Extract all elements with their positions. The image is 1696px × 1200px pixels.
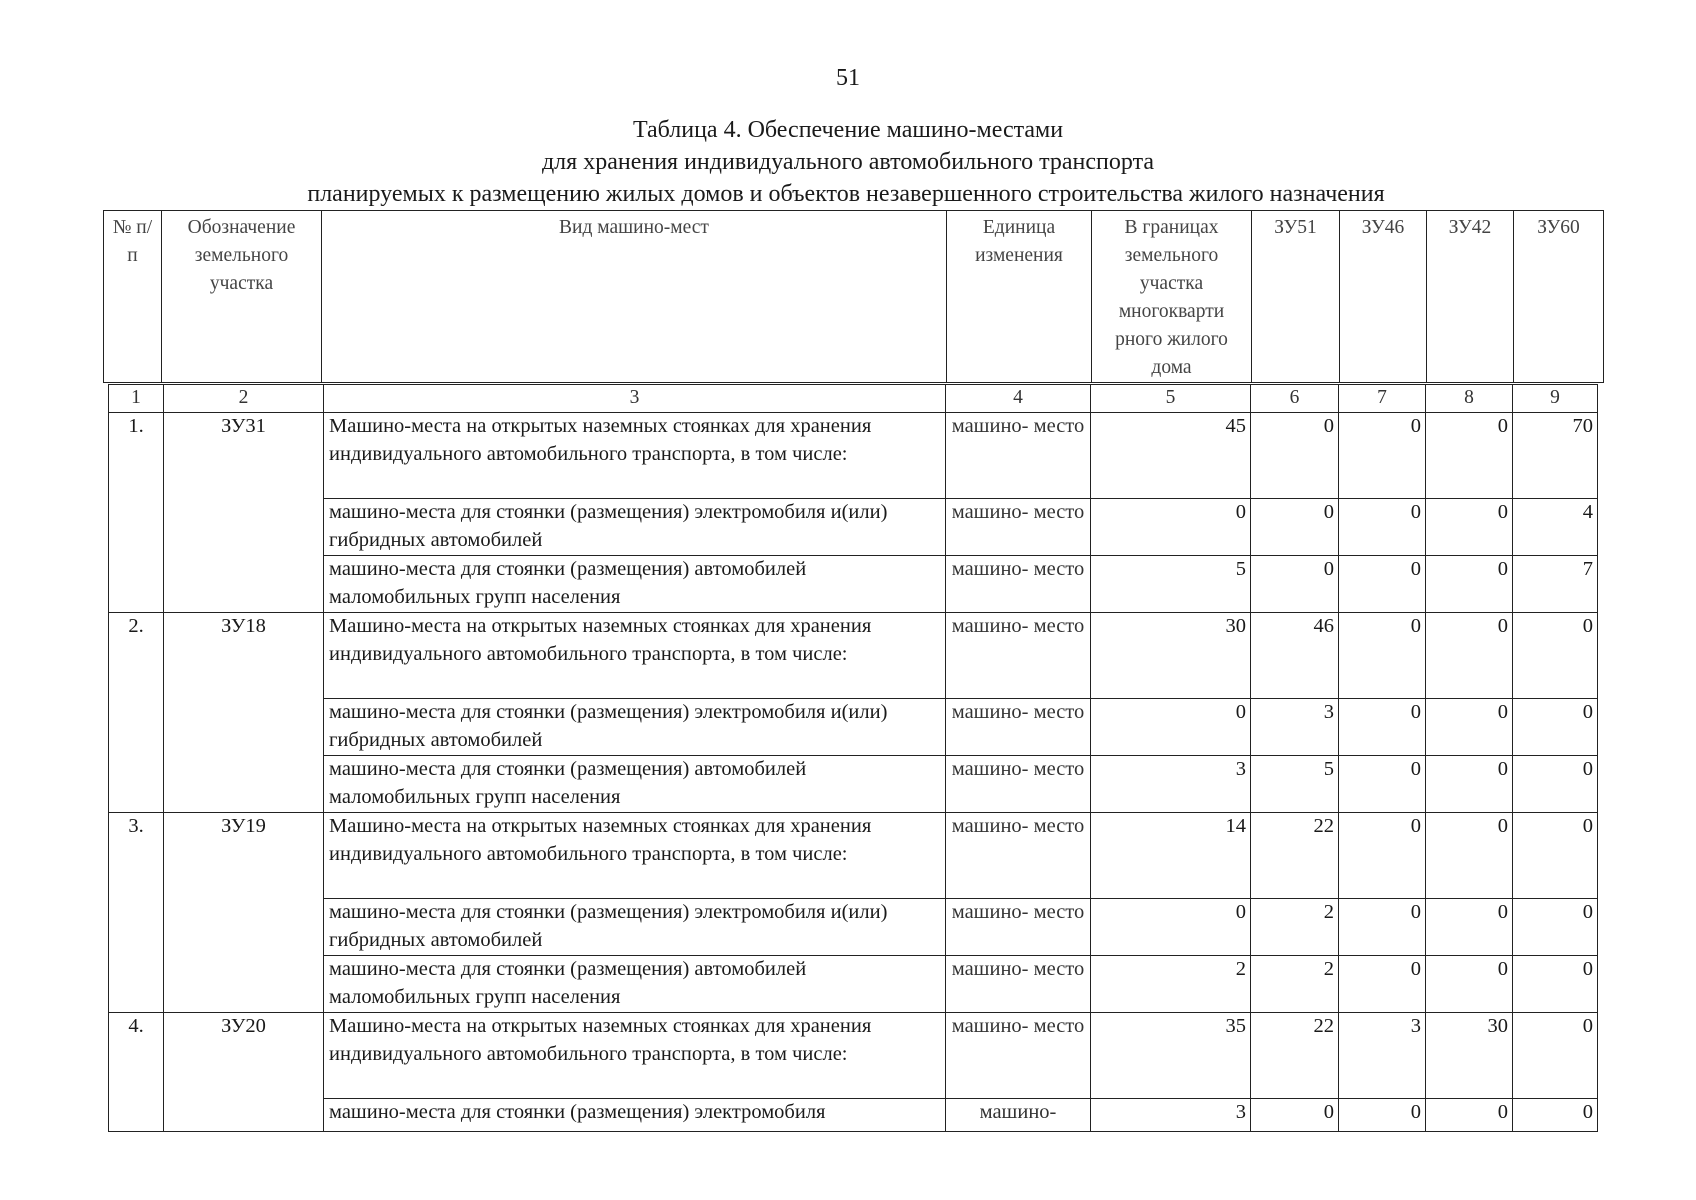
value-cell: 0 [1426,499,1513,556]
table-header [103,210,1604,383]
value-cell: 0 [1251,413,1339,499]
table-row [109,413,1598,499]
value-cell: 0 [1426,613,1513,699]
row-number: 4. [109,1013,164,1132]
header-cell-unit: Единица изменения [947,211,1092,383]
value-cell: 22 [1251,1013,1339,1099]
page-number: 51 [836,65,860,91]
table-row [109,556,1598,613]
header-cell-zu46: ЗУ46 [1340,211,1427,383]
table-row [109,956,1598,1013]
parking-type: машино-места для стоянки (размещения) электромобиля и(или) гибридных автомобилей [324,699,946,756]
value-cell: 70 [1513,413,1598,499]
value-cell: 0 [1339,556,1426,613]
column-number: 5 [1091,385,1251,413]
value-cell: 0 [1426,1099,1513,1132]
column-number: 9 [1513,385,1598,413]
value-cell: 0 [1339,499,1426,556]
value-cell: 22 [1251,813,1339,899]
header-cell-zu60: ЗУ60 [1514,211,1604,383]
parking-type: Машино-места на открытых наземных стоянках для хранения индивидуального автомобильного транспорта, в том числе: [324,613,946,699]
table-row [109,699,1598,756]
value-cell: 0 [1513,1099,1598,1132]
value-cell: 0 [1091,699,1251,756]
value-cell: 0 [1339,813,1426,899]
parking-type: машино-места для стоянки (размещения) автомобилей маломобильных групп населения [324,756,946,813]
value-cell: 0 [1426,899,1513,956]
table-row [109,899,1598,956]
value-cell: 5 [1091,556,1251,613]
value-cell: 0 [1426,756,1513,813]
table-title-line-2: для хранения индивидуального автомобильного транспорта [541,149,1155,175]
unit: машино- место [946,813,1091,899]
table-title-line-3: планируемых к размещению жилых домов и объектов незавершенного строительства жилого назначения [307,181,1385,207]
parking-type: машино-места для стоянки (размещения) электромобиля и(или) гибридных автомобилей [324,899,946,956]
header-cell-type: Вид машино-мест [322,211,947,383]
row-number: 1. [109,413,164,613]
value-cell: 0 [1513,956,1598,1013]
value-cell: 0 [1091,499,1251,556]
column-number: 6 [1251,385,1339,413]
value-cell: 4 [1513,499,1598,556]
unit: машино- место [946,1013,1091,1099]
row-number: 3. [109,813,164,1013]
unit: машино- место [946,556,1091,613]
plot-designation: ЗУ20 [164,1013,324,1132]
value-cell: 0 [1339,613,1426,699]
unit: машино- место [946,499,1091,556]
value-cell: 0 [1426,413,1513,499]
plot-designation: ЗУ18 [164,613,324,813]
parking-type: машино-места для стоянки (размещения) электромобиля [324,1099,946,1132]
unit: машино- место [946,956,1091,1013]
value-cell: 2 [1251,956,1339,1013]
value-cell: 0 [1091,899,1251,956]
plot-designation: ЗУ19 [164,813,324,1013]
table-row [109,1099,1598,1132]
value-cell: 0 [1339,413,1426,499]
value-cell: 0 [1513,756,1598,813]
value-cell: 0 [1513,899,1598,956]
column-number: 7 [1339,385,1426,413]
value-cell: 0 [1251,556,1339,613]
table-title-line-1: Таблица 4. Обеспечение машино-местами [632,117,1064,143]
column-number: 3 [324,385,946,413]
header-cell-plot: Обозначение земельного участка [162,211,322,383]
unit: машино- место [946,699,1091,756]
value-cell: 3 [1339,1013,1426,1099]
value-cell: 0 [1513,1013,1598,1099]
unit: машино- [946,1099,1091,1132]
value-cell: 0 [1513,699,1598,756]
column-number: 4 [946,385,1091,413]
table-row [109,813,1598,899]
value-cell: 30 [1426,1013,1513,1099]
column-number: 8 [1426,385,1513,413]
value-cell: 45 [1091,413,1251,499]
parking-type: машино-места для стоянки (размещения) автомобилей маломобильных групп населения [324,556,946,613]
value-cell: 46 [1251,613,1339,699]
value-cell: 0 [1513,813,1598,899]
header-cell-zu51: ЗУ51 [1252,211,1340,383]
value-cell: 0 [1426,813,1513,899]
unit: машино- место [946,613,1091,699]
value-cell: 0 [1251,499,1339,556]
value-cell: 5 [1251,756,1339,813]
data-table [108,384,1598,1132]
parking-type: машино-места для стоянки (размещения) автомобилей маломобильных групп населения [324,956,946,1013]
value-cell: 0 [1251,1099,1339,1132]
table-row [109,499,1598,556]
parking-type: машино-места для стоянки (размещения) электромобиля и(или) гибридных автомобилей [324,499,946,556]
value-cell: 0 [1513,613,1598,699]
unit: машино- место [946,756,1091,813]
value-cell: 0 [1339,899,1426,956]
column-number-row [109,385,1598,413]
value-cell: 3 [1091,756,1251,813]
value-cell: 0 [1339,956,1426,1013]
table-row [109,613,1598,699]
plot-designation: ЗУ31 [164,413,324,613]
value-cell: 7 [1513,556,1598,613]
unit: машино- место [946,413,1091,499]
unit: машино- место [946,899,1091,956]
value-cell: 0 [1426,699,1513,756]
column-number: 1 [109,385,164,413]
column-number: 2 [164,385,324,413]
header-cell-within-plot: В границах земельного участка многокварти рного жилого дома [1092,211,1252,383]
value-cell: 2 [1251,899,1339,956]
value-cell: 0 [1426,556,1513,613]
value-cell: 14 [1091,813,1251,899]
value-cell: 2 [1091,956,1251,1013]
table-row [109,1013,1598,1099]
value-cell: 0 [1339,1099,1426,1132]
value-cell: 0 [1339,756,1426,813]
value-cell: 30 [1091,613,1251,699]
value-cell: 35 [1091,1013,1251,1099]
value-cell: 3 [1251,699,1339,756]
parking-type: Машино-места на открытых наземных стоянках для хранения индивидуального автомобильного транспорта, в том числе: [324,1013,946,1099]
value-cell: 0 [1339,699,1426,756]
row-number: 2. [109,613,164,813]
table-row [109,756,1598,813]
parking-type: Машино-места на открытых наземных стоянках для хранения индивидуального автомобильного транспорта, в том числе: [324,413,946,499]
header-cell-zu42: ЗУ42 [1427,211,1514,383]
parking-type: Машино-места на открытых наземных стоянках для хранения индивидуального автомобильного транспорта, в том числе: [324,813,946,899]
value-cell: 3 [1091,1099,1251,1132]
value-cell: 0 [1426,956,1513,1013]
header-cell-number: № п/п [104,211,162,383]
